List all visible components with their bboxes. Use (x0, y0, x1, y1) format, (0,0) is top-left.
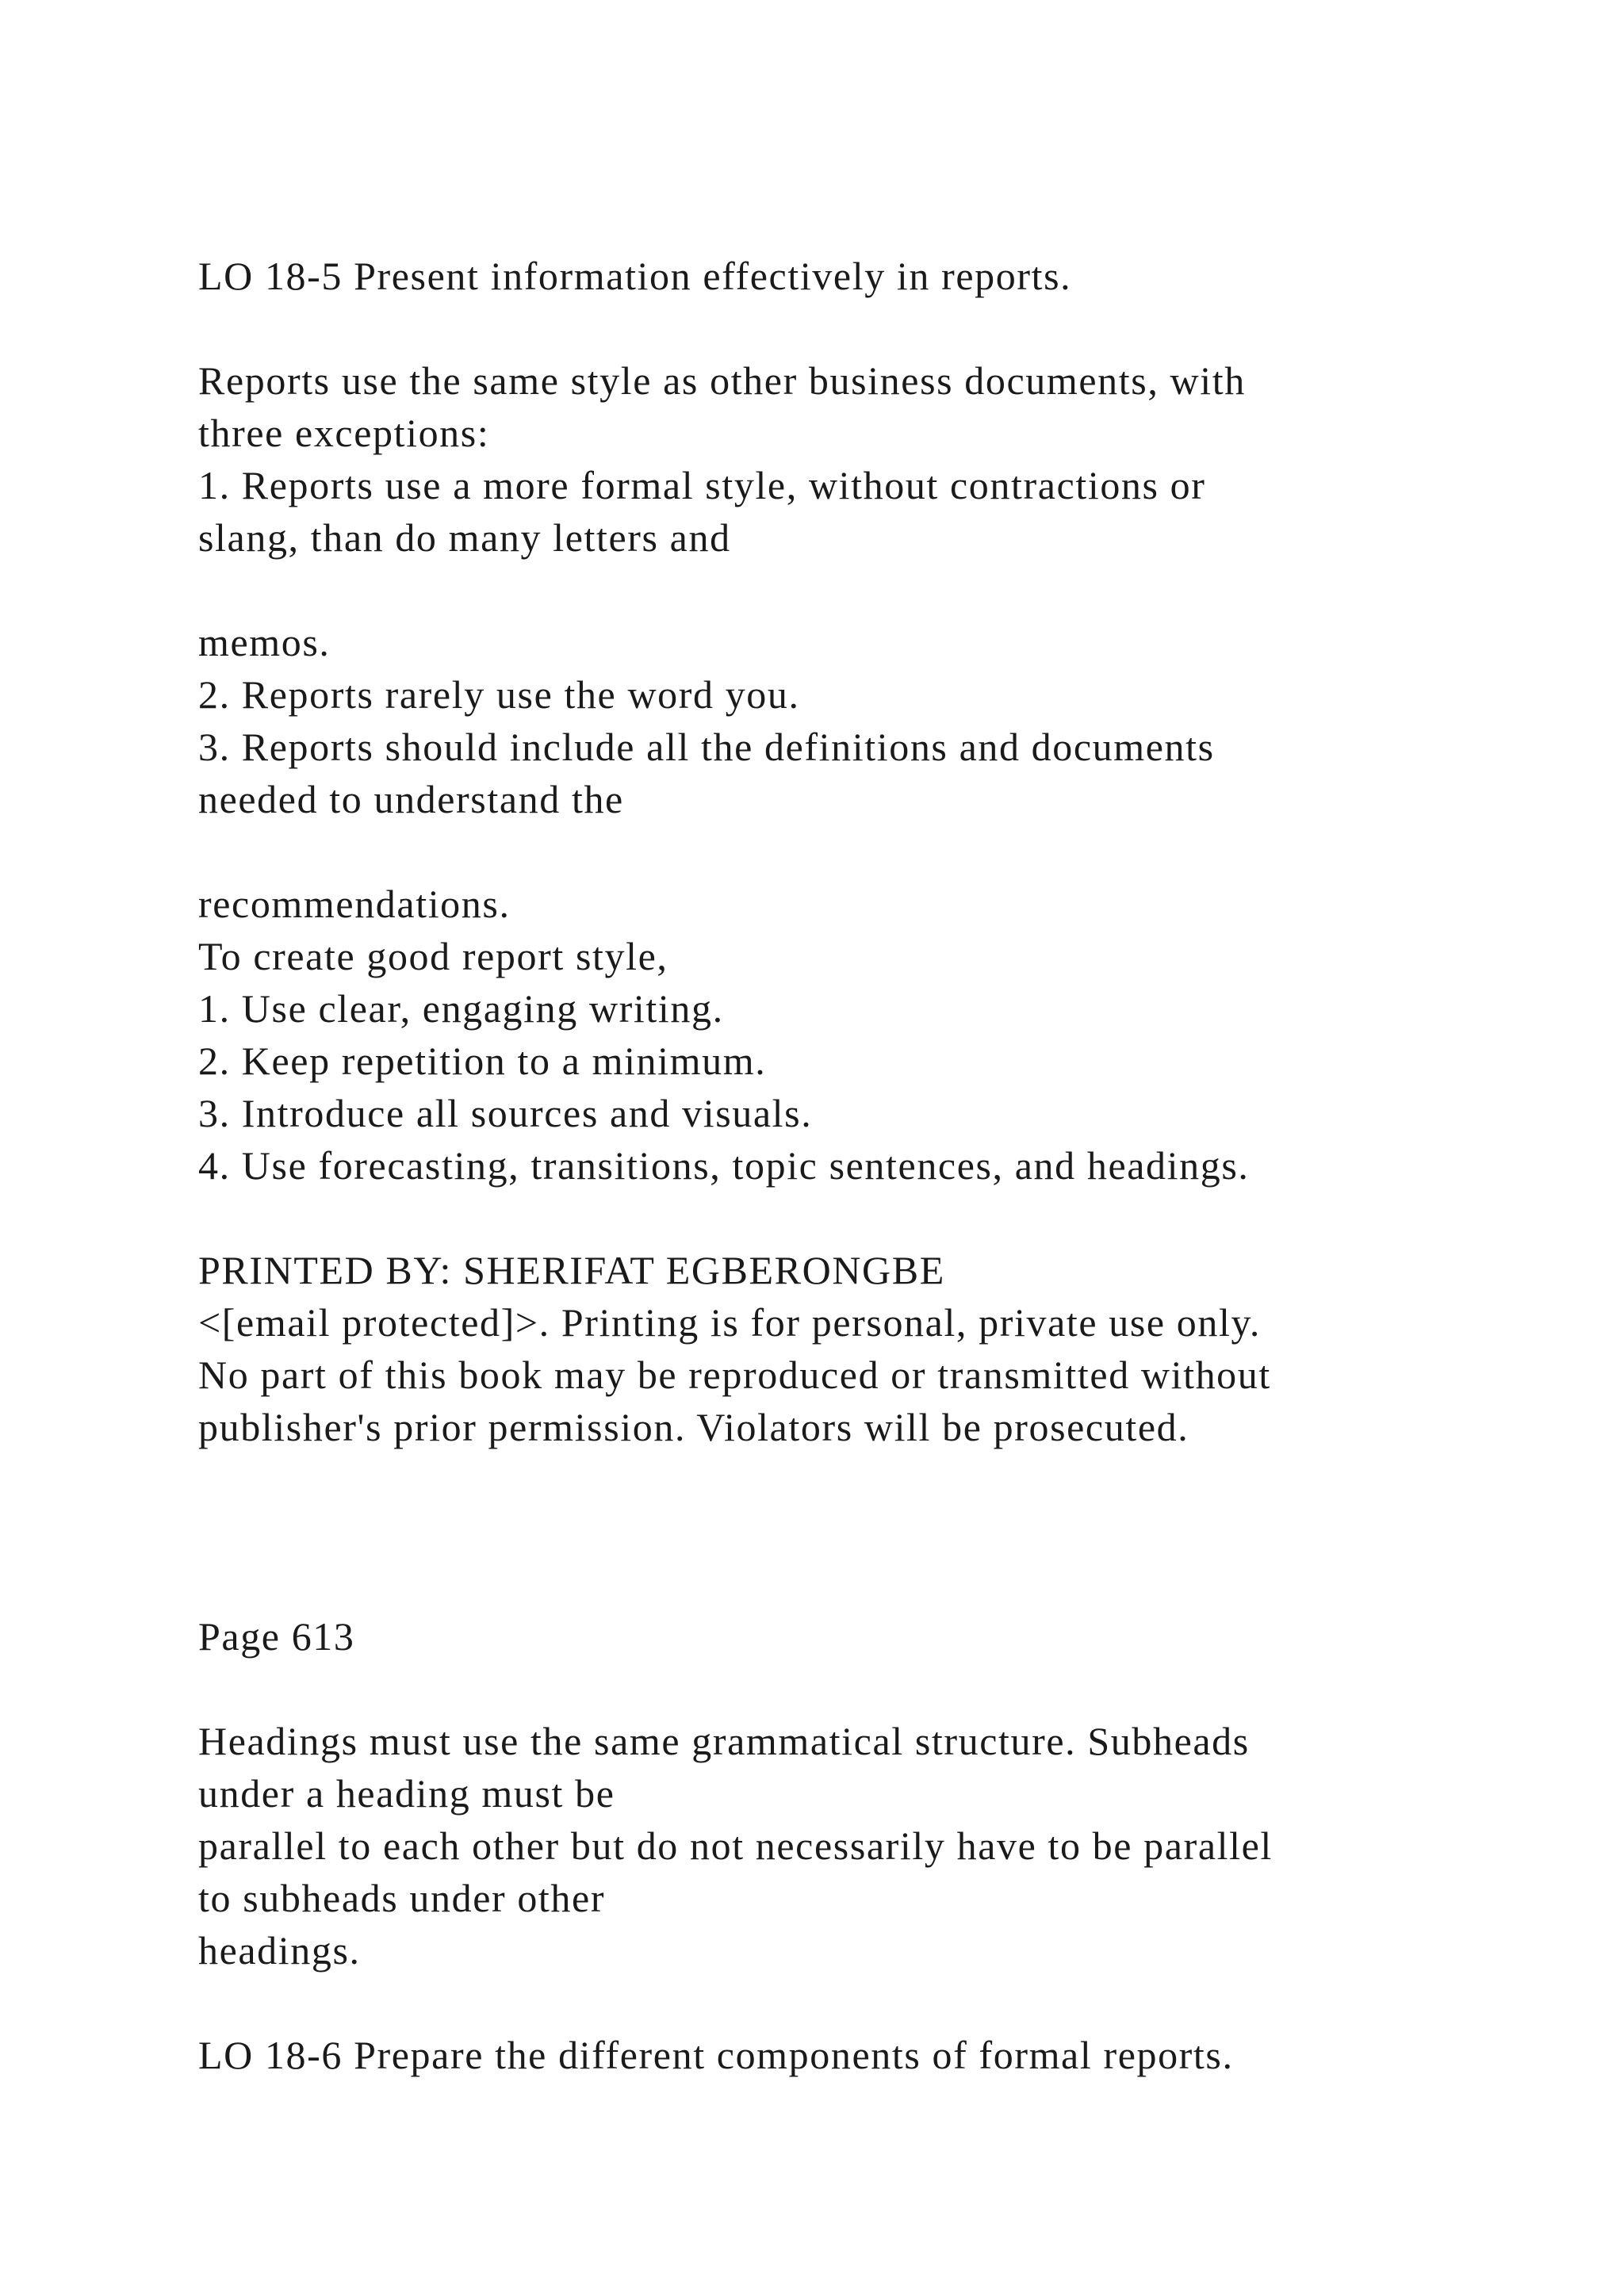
paragraph-line: headings. (198, 1928, 361, 1973)
paragraph-line: To create good report style, (198, 934, 668, 978)
list-item-line: needed to understand the (198, 777, 624, 821)
printed-by-notice: publisher's prior permission. Violators will be prosecuted. (198, 1405, 1189, 1449)
printed-by-notice: PRINTED BY: SHERIFAT EGBERONGBE (198, 1248, 945, 1292)
printed-by-notice: <[email protected]>. Printing is for personal, private use only. (198, 1300, 1261, 1345)
learning-objective-heading-18-5: LO 18-5 Present information effectively in reports. (198, 254, 1072, 298)
page-number: Page 613 (198, 1614, 355, 1659)
paragraph-line: three exceptions: (198, 411, 490, 455)
paragraph-line: under a heading must be (198, 1771, 615, 1816)
list-item-line: memos. (198, 620, 331, 664)
list-item-line: 3. Introduce all sources and visuals. (198, 1091, 813, 1135)
list-item-line: 2. Keep repetition to a minimum. (198, 1039, 767, 1083)
list-item-line: recommendations. (198, 882, 511, 926)
list-item-line: 3. Reports should include all the definitions and documents (198, 725, 1215, 769)
list-item-line: 2. Reports rarely use the word you. (198, 672, 800, 717)
learning-objective-heading-18-6: LO 18-6 Prepare the different components of formal reports. (198, 2033, 1234, 2077)
paragraph-line: parallel to each other but do not necessarily have to be parallel (198, 1823, 1273, 1868)
paragraph-line: Headings must use the same grammatical structure. Subheads (198, 1719, 1250, 1763)
list-item-line: 1. Use clear, engaging writing. (198, 986, 724, 1031)
paragraph-line: Reports use the same style as other business documents, with (198, 358, 1246, 403)
printed-by-notice: No part of this book may be reproduced or transmitted without (198, 1353, 1271, 1397)
list-item-line: 1. Reports use a more formal style, without contractions or (198, 463, 1206, 507)
paragraph-line: to subheads under other (198, 1876, 606, 1920)
list-item-line: slang, than do many letters and (198, 515, 731, 560)
list-item-line: 4. Use forecasting, transitions, topic sentences, and headings. (198, 1143, 1250, 1188)
